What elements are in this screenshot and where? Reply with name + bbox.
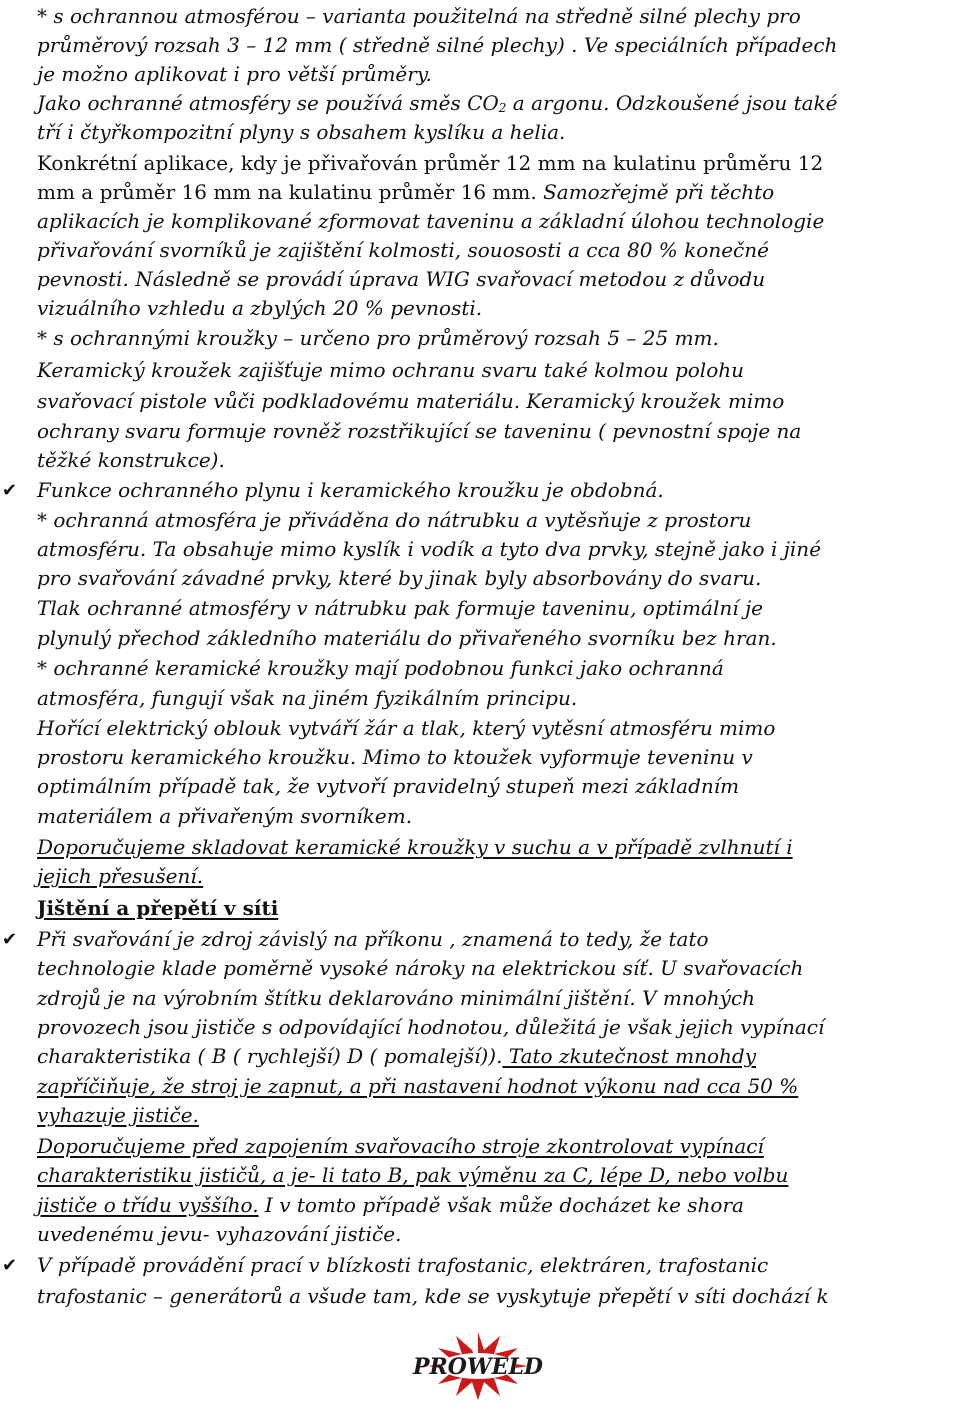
text-line: atmosféra, fungují však na jiném fyzikálním principu. [37, 686, 578, 710]
text-line: Konkrétní aplikace, kdy je přivařován průměr 12 mm na kulatinu průměru 12 [37, 151, 824, 175]
text-line: Doporučujeme skladovat keramické kroužky v suchu a v případě zvlhnutí i [37, 835, 793, 859]
text-line: trafostanic – generátorů a všude tam, kde se vyskytuje přepětí v síti dochází k [37, 1284, 829, 1308]
text-line: technologie klade poměrně vysoké nároky na elektrickou síť. U svařovacích [37, 956, 804, 980]
text-line: Funkce ochranného plynu i keramického kroužku je obdobná. [37, 478, 664, 502]
text-line: Hořící elektrický oblouk vytváří žár a tlak, který vytěsní atmosféru mimo [37, 716, 776, 740]
checkmark-icon: ✔ [2, 929, 18, 950]
text-line: plynulý přechod zákledního materiálu do přivařeného svorníku bez hran. [37, 626, 777, 650]
text-run: 2 [498, 101, 507, 115]
text-line: jejich přesušení. [37, 864, 204, 888]
text-line [37, 1042, 756, 1071]
text-run: charakteristika ( B ( rychlejší) D ( pomalejší)). [37, 1044, 503, 1068]
text-line: prostoru keramického kroužku. Mimo to ktoužek vyformuje teveninu v [37, 745, 753, 769]
text-line: provozech jsou jističe s odpovídající hodnotou, důležitá je však jejich vypínací [37, 1015, 825, 1039]
text-line: vizuálního vzhledu a zbylých 20 % pevnosti. [37, 296, 483, 320]
text-line: přivařování svorníků je zajištění kolmosti, souososti a cca 80 % konečné [37, 238, 769, 262]
text-line [37, 89, 838, 118]
checkmark-icon: ✔ [2, 1255, 18, 1276]
text-line: optimálním případě tak, že vytvoří pravidelný stupeň mezi základním [37, 774, 740, 798]
text-line: zapříčiňuje, že stroj je zapnut, a při nastavení hodnot výkonu nad cca 50 % [37, 1074, 799, 1098]
text-line: charakteristiku jističů, a je- li tato B, pak výměnu za C, lépe D, nebo volbu [37, 1163, 789, 1187]
text-line: zdrojů je na výrobním štítku deklarováno minimální jištění. V mnohých [37, 986, 756, 1010]
text-line: je možno aplikovat i pro větší průměry. [37, 62, 432, 86]
text-line: průměrový rozsah 3 – 12 mm ( středně silné plechy) . Ve speciálních případech [37, 33, 838, 57]
logo-wordmark: PROWELD [412, 1354, 544, 1380]
text-run: I v tomto případě však může docházet ke shora [258, 1193, 744, 1217]
text-line: těžké konstrukce). [37, 448, 225, 472]
text-line: aplikacích je komplikované zformovat taveninu a základní úlohou technologie [37, 209, 825, 233]
text-line: * s ochrannými kroužky – určeno pro průměrový rozsah 5 – 25 mm. [37, 326, 719, 350]
text-line: Tlak ochranné atmosféry v nátrubku pak formuje taveninu, optimální je [37, 596, 764, 620]
text-line: * s ochrannou atmosférou – varianta použitelná na středně silné plechy pro [37, 4, 801, 28]
text-run: jističe o třídu vyššího. [37, 1193, 259, 1217]
proweld-logo [378, 1330, 578, 1400]
text-line: * ochranné keramické kroužky mají podobnou funkci jako ochranná [37, 656, 724, 680]
text-run: a argonu. Odzkoušené jsou také [506, 91, 838, 115]
text-run: Samozřejmě při těchto [543, 180, 775, 204]
text-line: atmosféru. Ta obsahuje mimo kyslík i vodík a tyto dva prvky, stejně jako i jiné [37, 537, 822, 561]
text-line: Doporučujeme před zapojením svařovacího stroje zkontrolovat vypínací [37, 1134, 764, 1158]
section-heading: Jištění a přepětí v síti [37, 896, 279, 920]
text-line [37, 1191, 744, 1220]
text-line: pevnosti. Následně se provádí úprava WIG svařovací metodou z důvodu [37, 267, 766, 291]
text-line: ochrany svaru formuje rovněž rozstřikující se taveninu ( pevnostní spoje na [37, 419, 802, 443]
text-line: vyhazuje jističe. [37, 1103, 199, 1127]
text-line: * ochranná atmosféra je přiváděna do nátrubku a vytěsňuje z prostoru [37, 508, 752, 532]
text-line: svařovací pistole vůči podkladovému materiálu. Keramický kroužek mimo [37, 389, 785, 413]
text-line: V případě provádění prací v blízkosti trafostanic, elektráren, trafostanic [37, 1253, 769, 1277]
text-run: mm a průměr 16 mm na kulatinu průměr 16 mm. [37, 180, 544, 204]
text-line: uvedenému jevu- vyhazování jističe. [37, 1222, 402, 1246]
text-line: Keramický kroužek zajišťuje mimo ochranu svaru také kolmou polohu [37, 358, 745, 382]
text-line: pro svařování závadné prvky, které by jinak byly absorbovány do svaru. [37, 566, 762, 590]
text-run: Jako ochranné atmosféry se používá směs CO [37, 91, 499, 115]
text-line [37, 178, 774, 207]
text-line: materiálem a přivařeným svorníkem. [37, 804, 413, 828]
checkmark-icon: ✔ [2, 480, 18, 501]
text-run: Tato zkutečnost mnohdy [502, 1044, 757, 1068]
text-line: Při svařování je zdroj závislý na příkonu , znamená to tedy, že tato [37, 927, 709, 951]
text-line: tří i čtyřkompozitní plyny s obsahem kyslíku a helia. [37, 120, 566, 144]
